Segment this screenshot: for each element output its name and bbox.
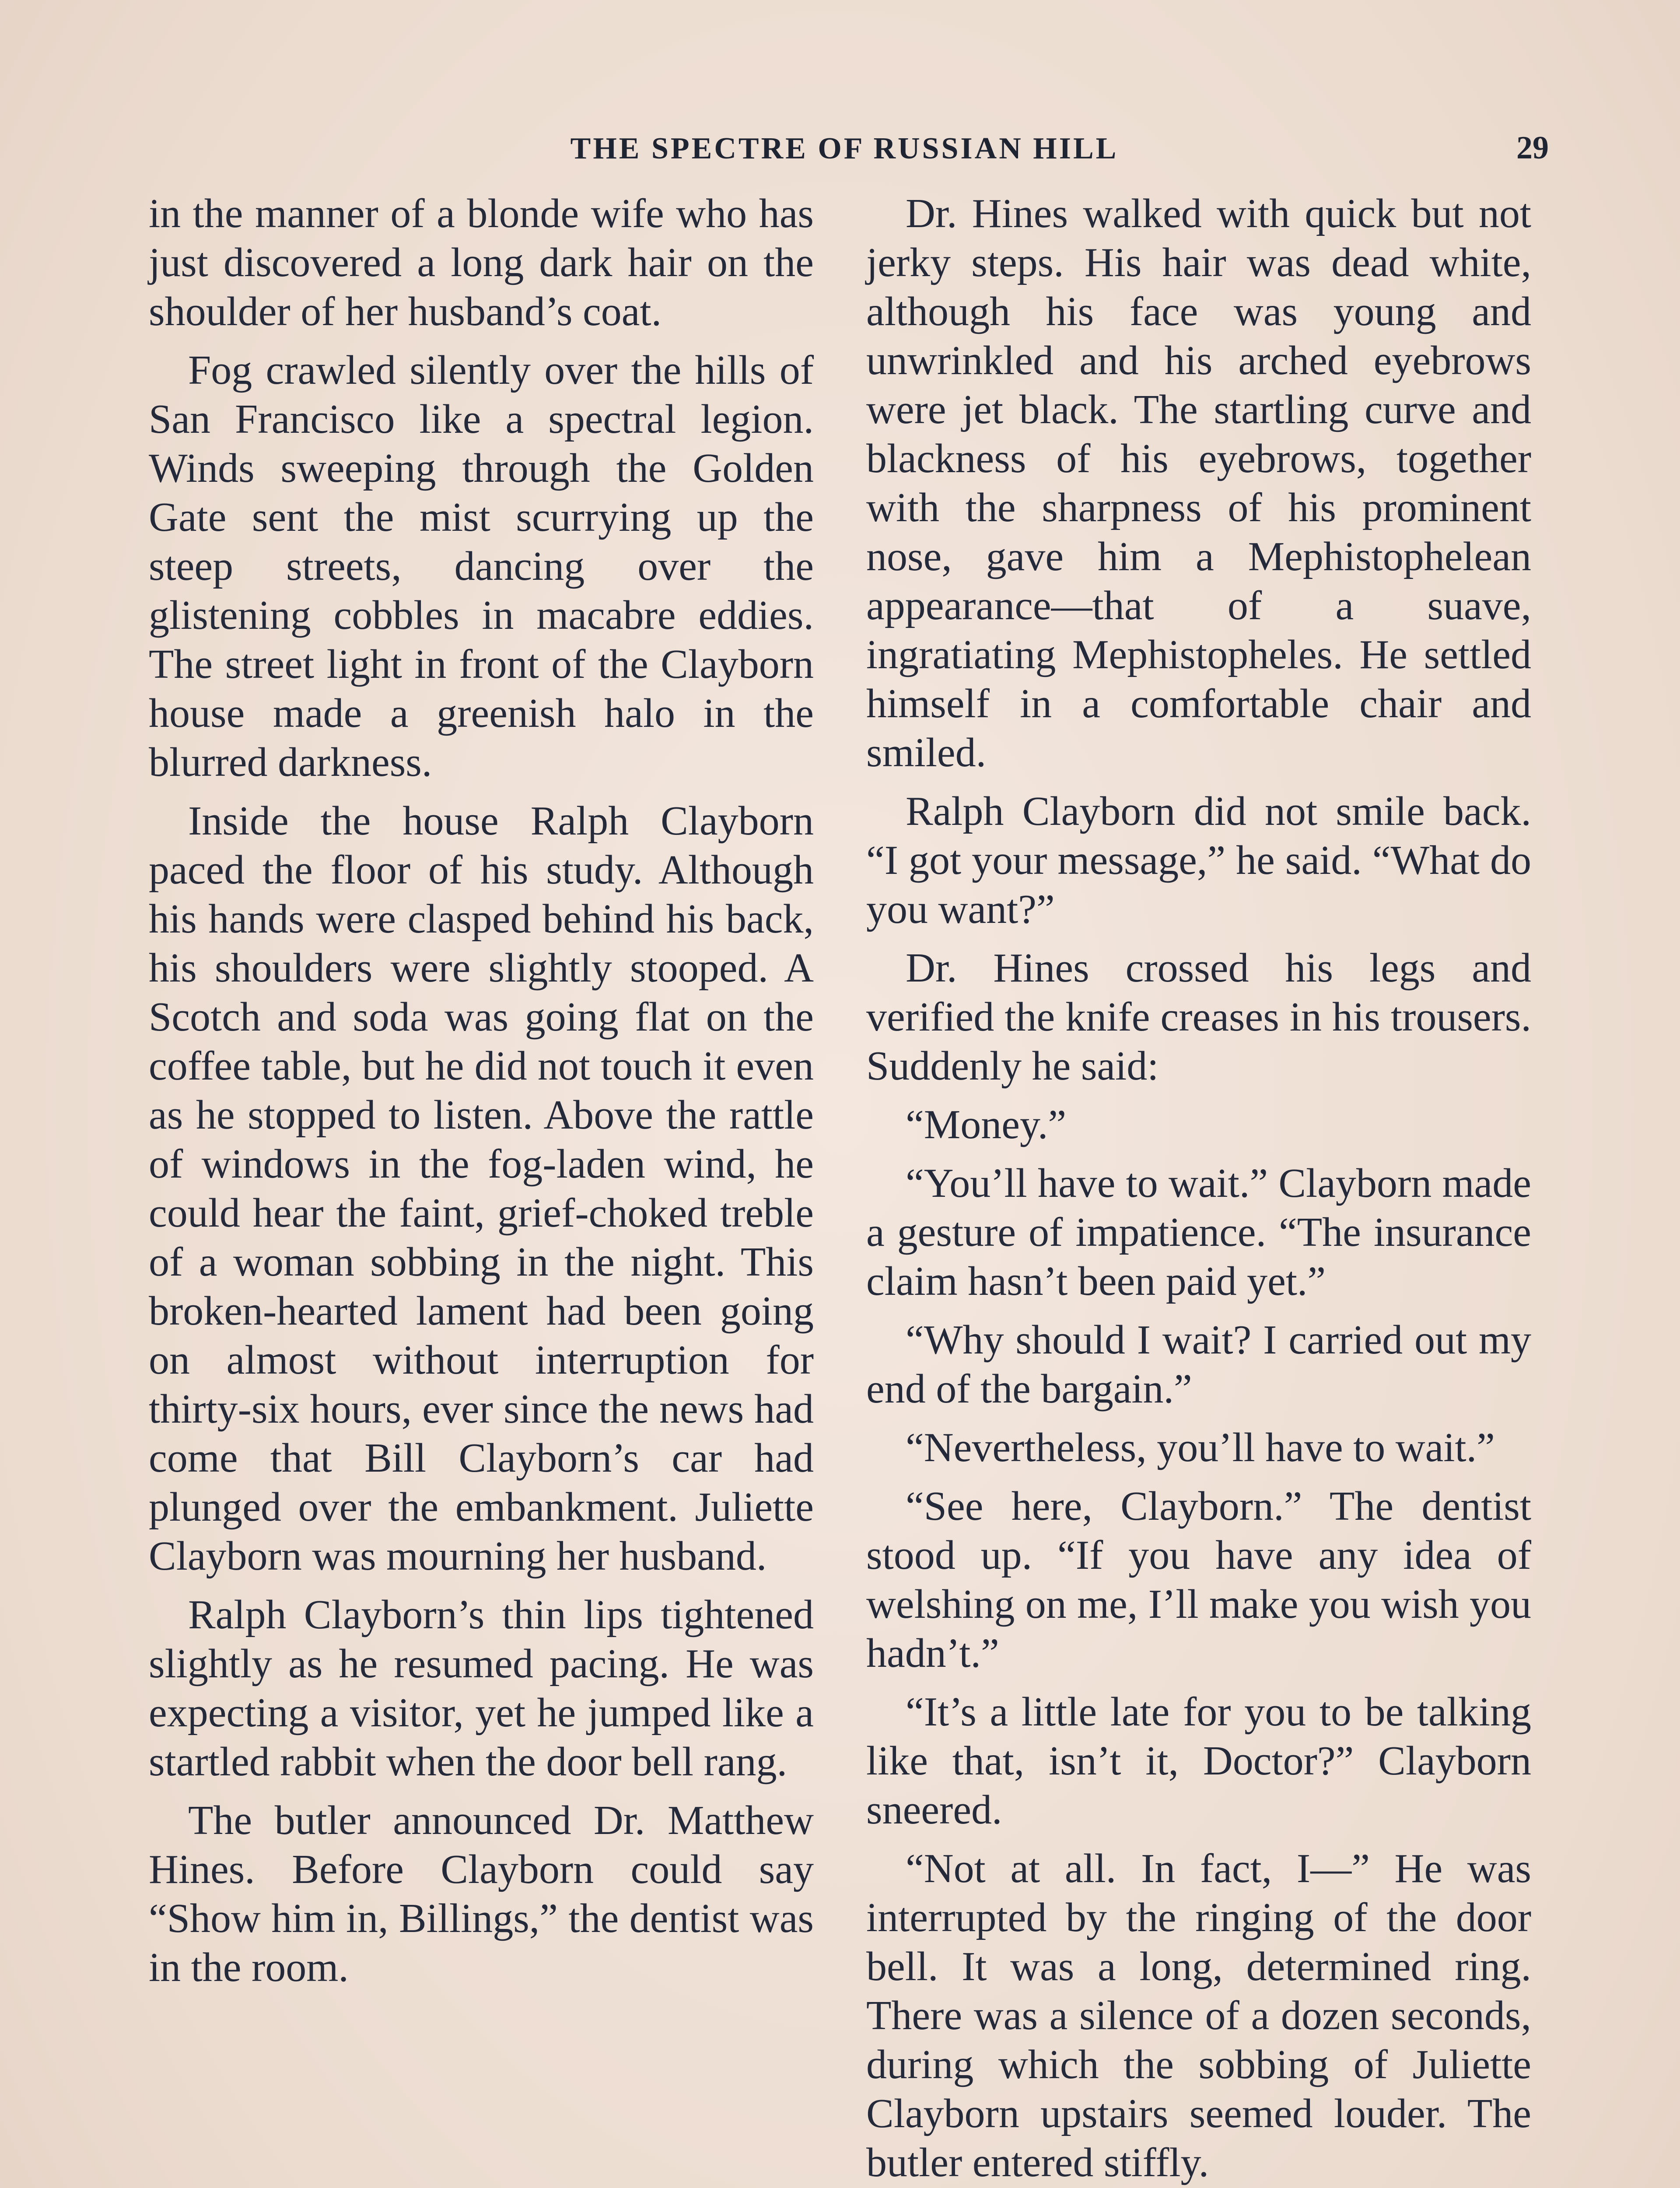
- left-column: [149, 189, 814, 2002]
- paragraph: Dr. Hines walked with quick but not jerky steps. His hair was dead white, although his face was young and unwrinkled and his arched eyebrows were jet black. The startling curve and blackness of his eyebrows, together with the sharpness of his prominent nose, gave him a Mephistophelean appearance—that of a suave, ingratiating Mephistopheles. He settled himself in a comfortable chair and smiled.: [866, 191, 1531, 775]
- paragraph: “You’ll have to wait.” Clayborn made a gesture of impatience. “The insurance claim hasn’t been paid yet.”: [866, 1161, 1531, 1304]
- paragraph: in the manner of a blonde wife who has just discovered a long dark hair on the shoulder of her husband’s coat.: [149, 191, 814, 334]
- paragraph: “It’s a little late for you to be talking like that, isn’t it, Doctor?” Clayborn sneered.: [866, 1689, 1531, 1833]
- right-column: [866, 189, 1531, 2188]
- paragraph: “Why should I wait? I carried out my end of the bargain.”: [866, 1317, 1531, 1412]
- page-number: 29: [1516, 130, 1549, 166]
- paragraph: Dr. Hines crossed his legs and verified the knife creases in his trousers. Suddenly he said:: [866, 945, 1531, 1089]
- paragraph: “Money.”: [906, 1102, 1067, 1147]
- paragraph: Ralph Clayborn’s thin lips tightened slightly as he resumed pacing. He was expecting a visitor, yet he jumped like a startled rabbit when the door bell rang.: [149, 1592, 814, 1785]
- paragraph: Inside the house Ralph Clayborn paced the floor of his study. Although his hands were clasped behind his back, his shoulders were slightly stooped. A Scotch and soda was going flat on the coffee table, but he did not touch it even as he stopped to listen. Above the rattle of windows in the fog-laden wind, he could hear the faint, grief-choked treble of a woman sobbing in the night. This broken-hearted lament had been going on almost without interruption for thirty-six hours, ever since the news had come that Bill Clayborn’s car had plunged over the embankment. Juliette Clayborn was mourning her husband.: [149, 798, 814, 1579]
- running-title: THE SPECTRE OF RUSSIAN HILL: [570, 132, 1119, 165]
- paragraph: “Not at all. In fact, I—” He was interrupted by the ringing of the door bell. It was a long, determined ring. There was a silence of a dozen seconds, during which the sobbing of Juliette Clayborn upstairs seemed louder. The butler entered stiffly.: [866, 1846, 1531, 2185]
- paragraph: The butler announced Dr. Matthew Hines. Before Clayborn could say “Show him in, Billings,” the dentist was in the room.: [149, 1798, 814, 1990]
- paragraph: Ralph Clayborn did not smile back. “I got your message,” he said. “What do you want?”: [866, 789, 1531, 932]
- paragraph: Fog crawled silently over the hills of San Francisco like a spectral legion. Winds sweeping through the Golden Gate sent the mist scurrying up the steep streets, dancing over the glistening cobbles in macabre eddies. The street light in front of the Clayborn house made a greenish halo in the blurred darkness.: [149, 347, 814, 785]
- paragraph: “See here, Clayborn.” The dentist stood up. “If you have any idea of welshing on me, I’ll make you wish you hadn’t.”: [866, 1483, 1531, 1676]
- paragraph: “Nevertheless, you’ll have to wait.”: [906, 1425, 1495, 1470]
